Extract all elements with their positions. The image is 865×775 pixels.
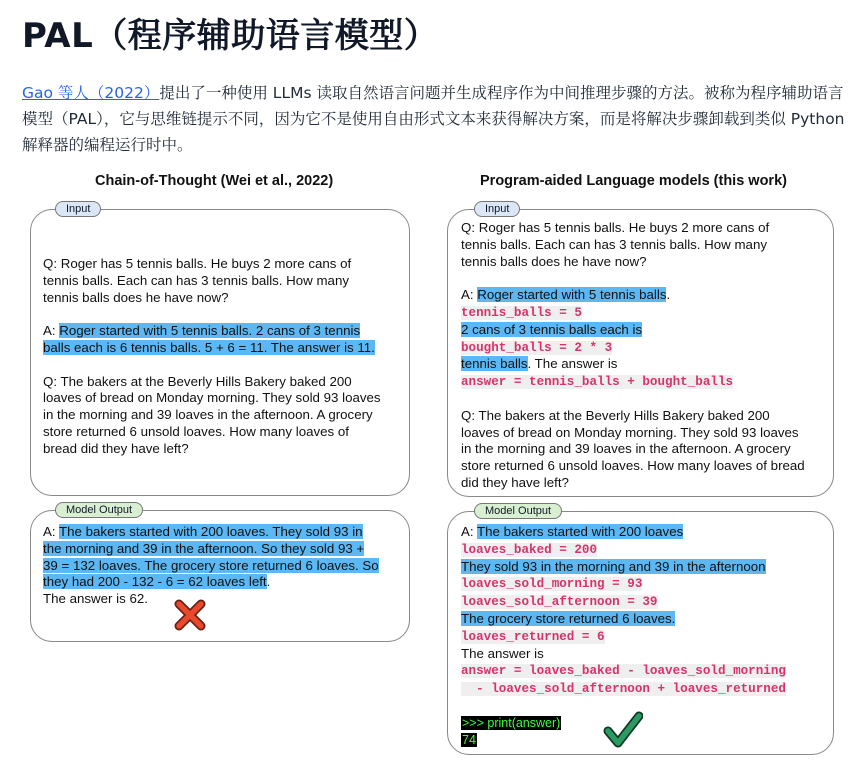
cot-output-text [43,524,379,608]
question-line: Q: Roger has 5 tennis balls. He buys 2 more cans of [43,256,352,271]
wrong-cross-icon [173,598,207,632]
answer-highlight: balls each is 6 tennis balls. 5 + 6 = 11. The answer is 11. [43,339,375,355]
cot-input-text [43,256,381,458]
output-text: The answer is [461,645,544,661]
code-line: tennis_balls = 5 [461,305,582,320]
answer-highlight: Roger started with 5 tennis balls. 2 cans of 3 tennis [59,323,361,339]
question-line: Q: Roger has 5 tennis balls. He buys 2 more cans of [461,220,770,235]
answer-text: . The answer is [527,356,618,372]
output-highlight: The bakers started with 200 loaves [477,524,684,539]
answer-highlight: tennis balls [461,356,528,372]
answer-prefix: A: [461,287,478,303]
question-line: store returned 6 unsold loaves. How many loaves of [43,423,349,439]
cot-output-tag: Model Output [55,502,143,518]
code-line: loaves_returned = 6 [461,629,605,644]
code-line: answer = loaves_baked - loaves_sold_morning [461,664,786,679]
answer-prefix: A: [43,323,60,339]
output-final-answer: The answer is 62. [43,591,148,607]
question-line: tennis balls. Each can has 3 tennis balls. How many [461,236,767,252]
cot-column-header: Chain-of-Thought (Wei et al., 2022) [95,173,334,189]
citation-link[interactable]: Gao 等人（2022） [22,84,160,102]
output-period: . [266,574,271,590]
output-highlight: the morning and 39 in the afternoon. So they sold 93 + [43,540,365,556]
code-line: answer = tennis_balls + bought_balls [461,375,734,390]
question-line: loaves of bread on Monday morning. They sold 93 loaves [461,424,799,440]
correct-check-icon [603,711,643,749]
terminal-command: >>> print(answer) [462,715,561,730]
intro-paragraph [22,80,852,158]
question-line: tennis balls does he have now? [461,253,647,269]
code-line: - loaves_sold_afternoon + loaves_returned [461,682,786,697]
pal-output-tag: Model Output [474,503,562,519]
output-prefix: A: [461,524,478,539]
code-line: bought_balls = 2 * 3 [461,340,613,355]
pal-column-header: Program-aided Language models (this work) [480,173,787,189]
question-line: in the morning and 39 loaves in the afternoon. A grocery [43,407,373,423]
question-line: tennis balls does he have now? [43,289,229,305]
question-line: tennis balls. Each can has 3 tennis balls. How many [43,272,349,288]
code-line: loaves_sold_morning = 93 [461,577,643,592]
question-line: in the morning and 39 loaves in the afternoon. A grocery [461,441,791,457]
answer-highlight: 2 cans of 3 tennis balls each is [461,321,643,337]
output-highlight: The bakers started with 200 loaves. They sold 93 in [59,524,363,539]
terminal-result: 74 [462,732,476,747]
question-line: Q: The bakers at the Beverly Hills Bakery baked 200 [461,407,770,423]
answer-highlight: Roger started with 5 tennis balls [477,287,667,303]
output-highlight: The grocery store returned 6 loaves. [461,610,676,626]
page-title: PAL（程序辅助语言模型） [22,16,439,56]
question-line: store returned 6 unsold loaves. How many loaves of bread [461,458,805,474]
output-highlight: they had 200 - 132 - 6 = 62 loaves left [43,574,267,590]
pal-input-tag: Input [474,201,520,217]
answer-period: . [666,287,671,303]
code-line: loaves_baked = 200 [461,542,598,557]
cot-input-tag: Input [55,201,101,217]
output-prefix: A: [43,524,60,539]
output-highlight: They sold 93 in the morning and 39 in the afternoon [461,558,766,574]
output-highlight: 39 = 132 loaves. The grocery store returned 6 loaves. So [43,557,379,573]
code-line: loaves_sold_afternoon = 39 [461,595,658,610]
question-line: bread did they have left? [43,440,189,456]
question-line: did they have left? [461,474,569,490]
question-line: Q: The bakers at the Beverly Hills Bakery baked 200 [43,373,352,389]
question-line: loaves of bread on Monday morning. They sold 93 loaves [43,390,381,406]
intro-text: 提出了一种使用 LLMs 读取自然语言问题并生成程序作为中间推理步骤的方法。被称为程序辅助语言模型（PAL），它与思维链提示不同，因为它不是使用自由形式文本来获得解决方案，而是将解决步骤卸载到类似 Python 解释器的编程运行时中。 [22,84,845,154]
pal-input-text [461,220,805,492]
